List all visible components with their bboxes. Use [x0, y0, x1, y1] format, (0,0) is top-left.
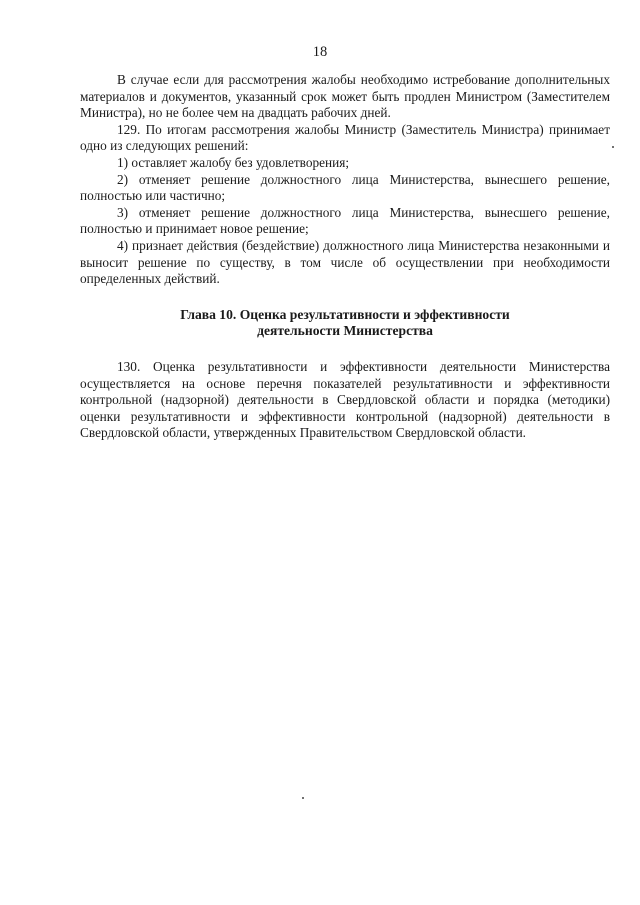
chapter-heading	[80, 307, 610, 340]
list-item-1: 1) оставляет жалобу без удовлетворения;	[117, 154, 350, 170]
document-body	[80, 72, 610, 442]
paragraph: В случае если для рассмотрения жалобы необходимо истребование дополнительных материалов и документов, указанный срок может быть продлен Министром (Заместителем Министра), но не более чем на двадцать рабочих дней.	[80, 72, 610, 121]
list-item-4: 4) признает действия (бездействие) должностного лица Министерства незаконными и выносит решение по существу, в том числе об осуществлении при необходимости определенных действий.	[80, 237, 610, 287]
paragraph-130: 130. Оценка результативности и эффективности деятельности Министерства осуществляется на основе перечня показателей результативности и эффективности контрольной (надзорной) деятельности в Свердловской области и порядка (методики) оценки результативности и эффективности контрольной (надзорной) деятельности в Свердловской области, утвержденных Правительством Свердловской области.	[80, 358, 610, 441]
chapter-heading-line-2: деятельности Министерства	[257, 323, 433, 339]
list-item-3: 3) отменяет решение должностного лица Министерства, вынесшего решение, полностью и принимает новое решение;	[80, 204, 610, 237]
page-number: 18	[312, 44, 328, 60]
list-item-2: 2) отменяет решение должностного лица Министерства, вынесшего решение, полностью или частично;	[80, 171, 610, 204]
paragraph-129: 129. По итогам рассмотрения жалобы Министр (Заместитель Министра) принимает одно из следующих решений:	[80, 121, 610, 154]
chapter-heading-line-1: Глава 10. Оценка результативности и эффективности	[180, 306, 510, 322]
scan-speck	[302, 797, 304, 799]
scan-speck	[612, 146, 614, 148]
